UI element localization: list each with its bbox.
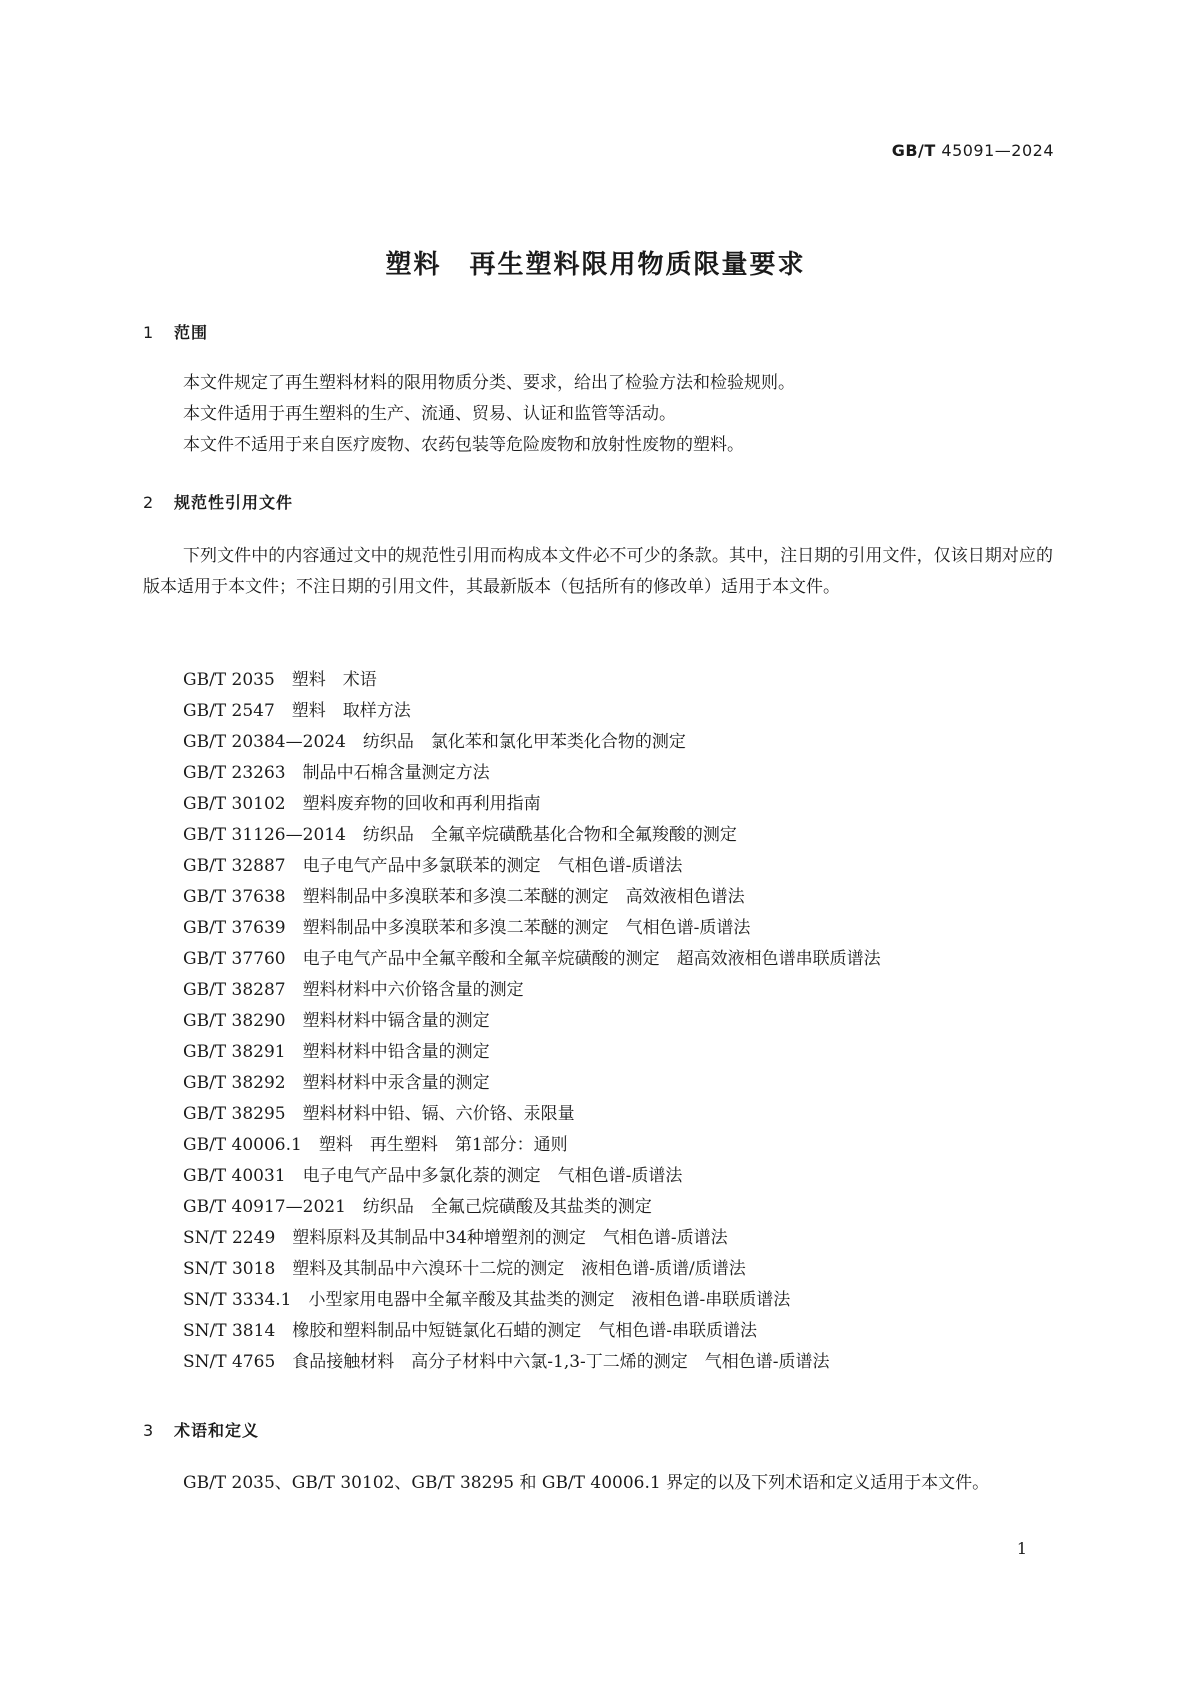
document-title: 塑料 再生塑料限用物质限量要求 (385, 250, 806, 280)
standard-code-number: 45091—2024 (935, 141, 1054, 160)
reference-list (183, 665, 881, 1378)
reference-item: GB/T 2547 塑料 取样方法 (183, 701, 411, 721)
reference-item: GB/T 20384—2024 纺织品 氯化苯和氯化甲苯类化合物的测定 (183, 732, 686, 752)
reference-item: GB/T 38290 塑料材料中镉含量的测定 (183, 1011, 490, 1031)
section-3-heading (143, 1418, 259, 1441)
section-1-number: 1 (143, 323, 155, 342)
reference-item: GB/T 23263 制品中石棉含量测定方法 (183, 763, 490, 783)
reference-item: GB/T 37638 塑料制品中多溴联苯和多溴二苯醚的测定 高效液相色谱法 (183, 887, 745, 907)
reference-item: GB/T 30102 塑料废弃物的回收和再利用指南 (183, 794, 541, 814)
reference-item: GB/T 40006.1 塑料 再生塑料 第1部分：通则 (183, 1135, 568, 1155)
reference-item: SN/T 3814 橡胶和塑料制品中短链氯化石蜡的测定 气相色谱-串联质谱法 (183, 1321, 757, 1341)
page-number: 1 (1016, 1539, 1027, 1558)
reference-item: GB/T 32887 电子电气产品中多氯联苯的测定 气相色谱-质谱法 (183, 856, 683, 876)
reference-item: SN/T 4765 食品接触材料 高分子材料中六氯-1,3-丁二烯的测定 气相色谱-质谱法 (183, 1352, 830, 1372)
reference-item: SN/T 2249 塑料原料及其制品中34种增塑剂的测定 气相色谱-质谱法 (183, 1228, 728, 1248)
scope-paragraph-3: 本文件不适用于来自医疗废物、农药包装等危险废物和放射性废物的塑料。 (183, 435, 744, 455)
reference-item: GB/T 40031 电子电气产品中多氯化萘的测定 气相色谱-质谱法 (183, 1166, 683, 1186)
section-3-number: 3 (143, 1421, 155, 1440)
standard-code-prefix: GB/T (891, 141, 936, 160)
reference-item: GB/T 2035 塑料 术语 (183, 670, 377, 690)
reference-item: GB/T 40917—2021 纺织品 全氟己烷磺酸及其盐类的测定 (183, 1197, 652, 1217)
reference-item: GB/T 37639 塑料制品中多溴联苯和多溴二苯醚的测定 气相色谱-质谱法 (183, 918, 751, 938)
terms-paragraph: GB/T 2035、GB/T 30102、GB/T 38295 和 GB/T 40006.1 界定的以及下列术语和定义适用于本文件。 (183, 1473, 990, 1493)
reference-item: GB/T 37760 电子电气产品中全氟辛酸和全氟辛烷磺酸的测定 超高效液相色谱串联质谱法 (183, 949, 881, 969)
reference-item: GB/T 31126—2014 纺织品 全氟辛烷磺酰基化合物和全氟羧酸的测定 (183, 825, 737, 845)
scope-paragraph-1: 本文件规定了再生塑料材料的限用物质分类、要求，给出了检验方法和检验规则。 (183, 373, 795, 393)
references-intro: 下列文件中的内容通过文中的规范性引用而构成本文件必不可少的条款。其中，注日期的引用文件，仅该日期对应的版本适用于本文件；不注日期的引用文件，其最新版本（包括所有的修改单）适用于本文件。 (143, 546, 1053, 597)
section-1-title: 范围 (174, 323, 209, 342)
section-3-title: 术语和定义 (174, 1421, 260, 1440)
reference-item: GB/T 38295 塑料材料中铅、镉、六价铬、汞限量 (183, 1104, 575, 1124)
section-1-heading (143, 320, 208, 343)
reference-item: GB/T 38287 塑料材料中六价铬含量的测定 (183, 980, 524, 1000)
reference-item: SN/T 3334.1 小型家用电器中全氟辛酸及其盐类的测定 液相色谱-串联质谱法 (183, 1290, 791, 1310)
scope-paragraph-2: 本文件适用于再生塑料的生产、流通、贸易、认证和监管等活动。 (183, 404, 676, 424)
standard-code (892, 141, 1054, 160)
section-2-title: 规范性引用文件 (174, 493, 294, 512)
section-2-number: 2 (143, 493, 155, 512)
section-2-heading (143, 490, 293, 513)
reference-item: SN/T 3018 塑料及其制品中六溴环十二烷的测定 液相色谱-质谱/质谱法 (183, 1259, 746, 1279)
reference-item: GB/T 38291 塑料材料中铅含量的测定 (183, 1042, 490, 1062)
reference-item: GB/T 38292 塑料材料中汞含量的测定 (183, 1073, 490, 1093)
